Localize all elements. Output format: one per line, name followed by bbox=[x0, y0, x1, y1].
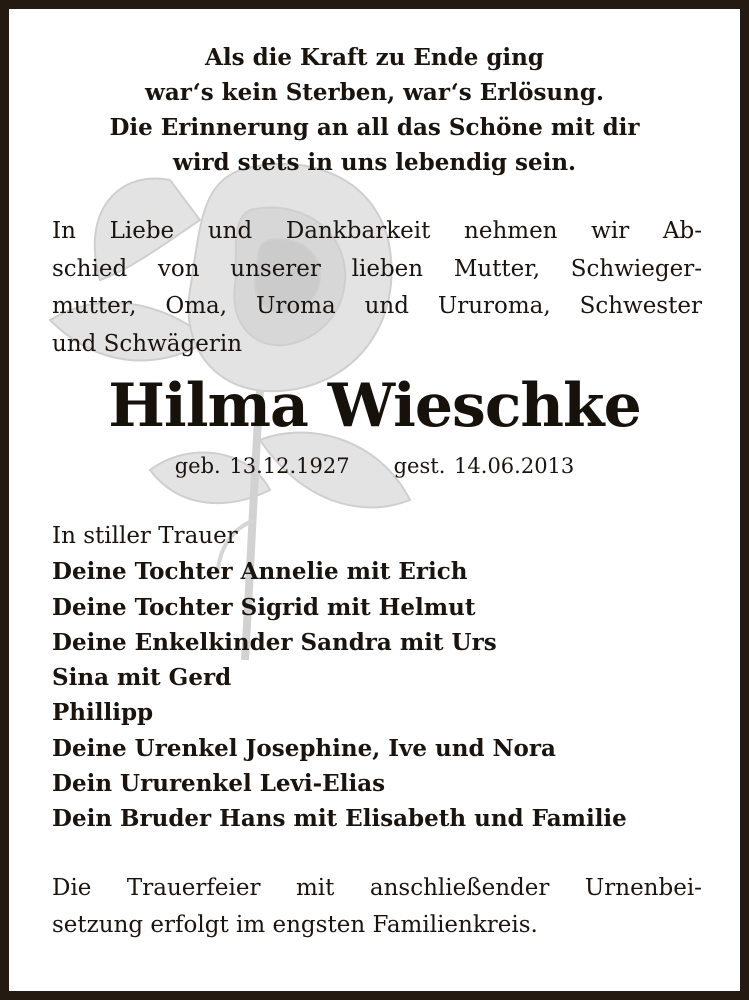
memorial-poem bbox=[40, 40, 709, 180]
mourners-list bbox=[52, 519, 712, 837]
poem-line: wird stets in uns lebendig sein. bbox=[172, 149, 577, 176]
farewell-line: mutter, Oma, Uroma und Ururoma, Schwester bbox=[52, 293, 702, 319]
mourner-line: Deine Urenkel Josephine, Ive und Nora bbox=[52, 734, 556, 762]
mourner-line: Deine Enkelkinder Sandra mit Urs bbox=[52, 628, 497, 656]
farewell-line: schied von unserer lieben Mutter, Schwieger- bbox=[52, 255, 702, 282]
farewell-text bbox=[52, 213, 702, 363]
farewell-line: In Liebe und Dankbarkeit nehmen wir Ab- bbox=[52, 218, 702, 244]
funeral-notice bbox=[52, 870, 702, 944]
farewell-line: und Schwägerin bbox=[52, 330, 243, 357]
mourner-line: Deine Tochter Annelie mit Erich bbox=[52, 558, 468, 586]
poem-line: war‘s kein Sterben, war‘s Erlösung. bbox=[145, 79, 604, 106]
mourner-line: Phillipp bbox=[52, 699, 154, 727]
funeral-line: Die Trauerfeier mit anschließender Urnenbei- bbox=[52, 875, 702, 901]
poem-line: Als die Kraft zu Ende ging bbox=[205, 44, 544, 71]
mourner-line: Deine Tochter Sigrid mit Helmut bbox=[52, 593, 476, 621]
mourner-line: Dein Bruder Hans mit Elisabeth und Familie bbox=[52, 805, 627, 833]
funeral-line: setzung erfolgt im engsten Familienkreis. bbox=[52, 912, 538, 938]
mourner-line: Dein Ururenkel Levi-Elias bbox=[52, 770, 386, 798]
deceased-name: Hilma Wieschke bbox=[108, 371, 641, 441]
birth-date: geb. 13.12.1927 bbox=[174, 454, 350, 478]
poem-line: Die Erinnerung an all das Schöne mit dir bbox=[109, 114, 640, 141]
mourner-line: Sina mit Gerd bbox=[52, 664, 232, 692]
mourners-heading: In stiller Trauer bbox=[52, 523, 238, 549]
death-date: gest. 14.06.2013 bbox=[393, 454, 575, 478]
life-dates bbox=[0, 451, 749, 481]
